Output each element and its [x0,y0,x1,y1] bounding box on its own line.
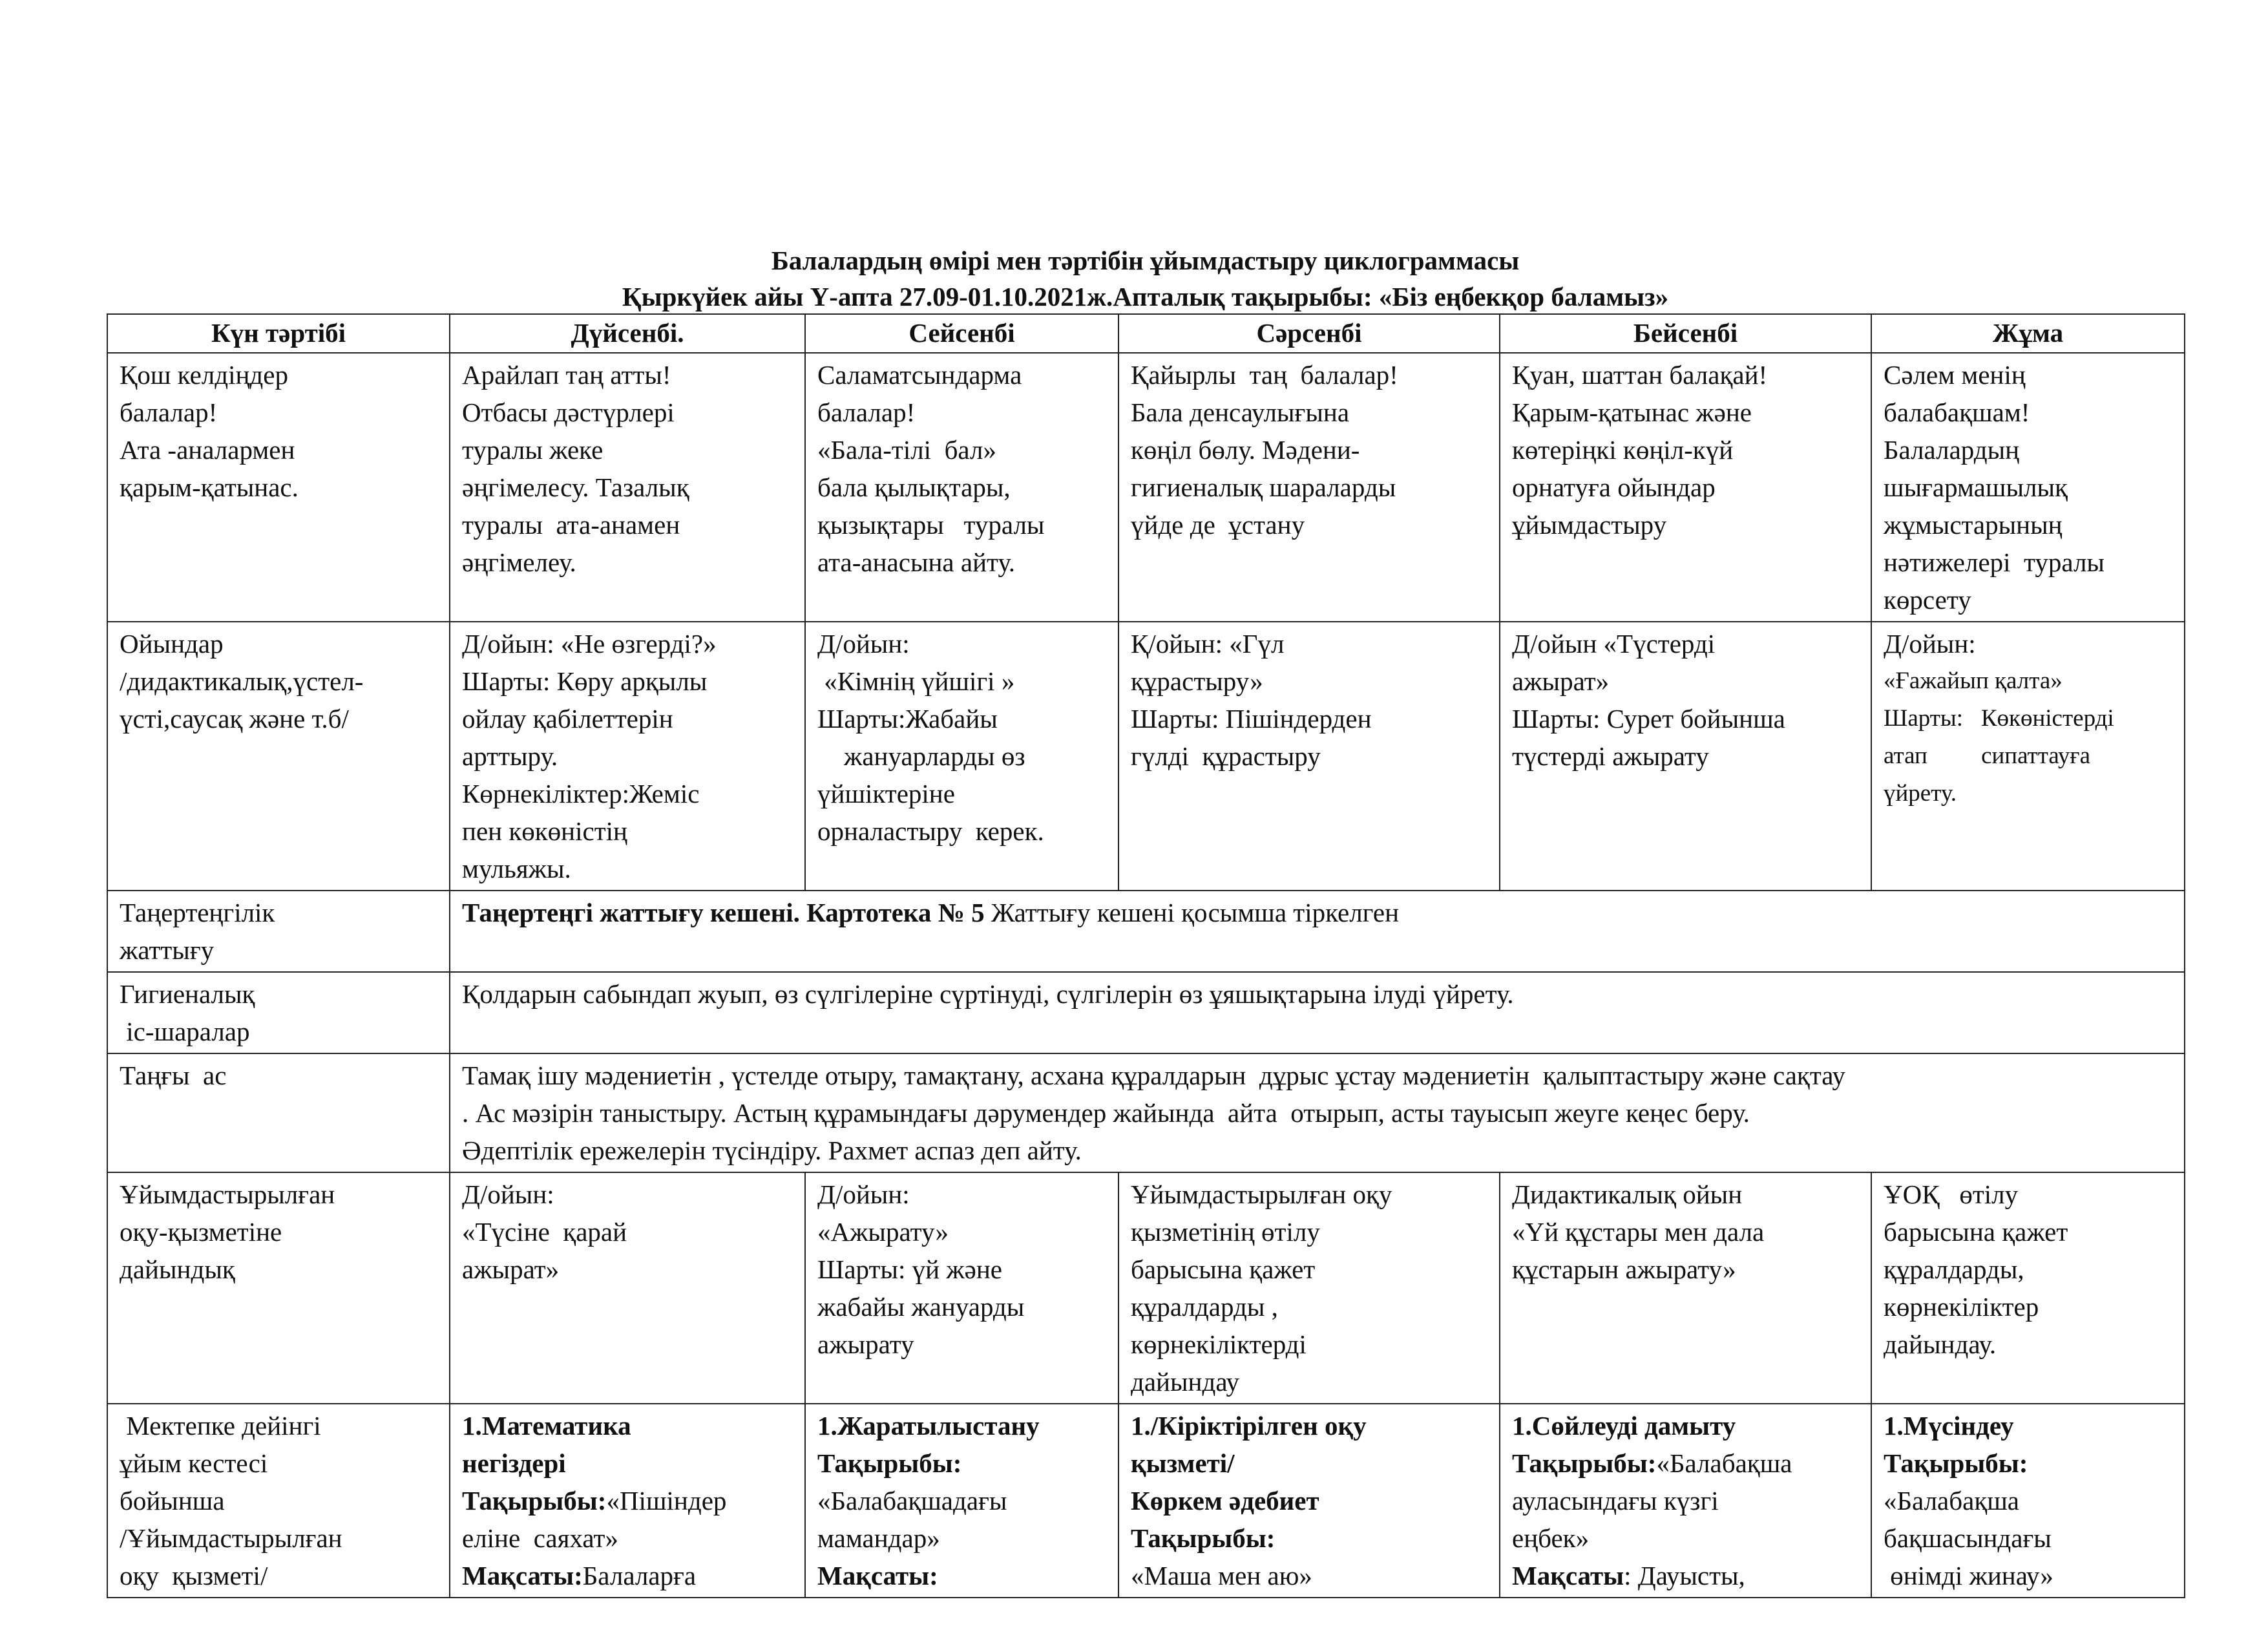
cell-line: Шарты: Сурет бойынша [1512,704,1785,734]
cell-line: құрастыру» [1131,666,1263,696]
cell-line: көрсету [1884,585,1971,615]
cell-games-thursday [1500,622,1871,891]
table-row-hygiene [107,972,2185,1053]
cell-line: ұйымдастыру [1512,510,1667,540]
cell-line: үйде де ұстану [1131,510,1305,540]
cell-line: Д/ойын «Түстерді [1512,629,1716,659]
cell-line: ажырату [817,1329,914,1359]
cell-line: Тамақ ішу мәдениетін , үстелде отыру, тамақтану, асхана құралдарын дұрыс ұстау мәдениетін қалыптастыру және сақтау [462,1061,1845,1090]
cell-activity-friday [1871,1404,2185,1598]
cell-line: Шарты: Пішіндерден [1131,704,1372,734]
cell-line: Д/ойын: [817,629,910,659]
cell-line: . Ас мәзірін таныстыру. Астың құрамындағы дәрумендер жайында айта отырып, асты тауысып жеуге кеңес беру. [462,1098,1750,1128]
cell-line: шығармашылық [1884,472,2068,502]
row-label-games [107,622,450,891]
topic-text: бақшасындағы [1884,1523,2052,1553]
row-label-organized-activity [107,1404,450,1598]
cell-line: Таңғы ас [120,1061,227,1090]
cell-line: жаттығу [120,935,215,965]
cell-line: ажырат» [462,1254,560,1284]
subject-name: Көркем әдебиет [1131,1486,1319,1516]
cell-line: /Ұйымдастырылған [120,1523,342,1553]
cell-greeting-thursday [1500,353,1871,622]
row-label-breakfast [107,1053,450,1172]
cell-games-wednesday [1118,622,1500,891]
cell-morning-exercise [450,891,2185,972]
topic-label: Тақырыбы: [462,1486,607,1516]
cell-line: Ұйымдастырылған оқу [1131,1179,1392,1209]
cell-line: Қуан, шаттан балақай! [1512,360,1768,390]
row-label-preparation [107,1172,450,1404]
topic-label: Тақырыбы: [1131,1523,1276,1553]
cell-line: /дидактикалық,үстел- [120,666,364,696]
header-tuesday: Сейсенбі [805,314,1118,353]
cell-line: Шарты: Көкөністерді [1884,705,2114,732]
cell-activity-monday [450,1404,805,1598]
cell-line: үйрету. [1884,780,1957,807]
cell-line: әңгімелесу. Тазалық [462,472,689,502]
header-thursday: Бейсенбі [1500,314,1871,353]
cell-games-friday [1871,622,2185,891]
subject-name: 1.Жаратылыстану [817,1411,1040,1441]
cell-line: балабақшам! [1884,397,2030,427]
cell-line: құстарын ажырату» [1512,1254,1736,1284]
cell-line: туралы ата-анамен [462,510,680,540]
goal-label: Мақсаты [1512,1561,1624,1590]
exercise-complex-note: Жаттығу кешені қосымша тіркелген [984,898,1400,927]
cell-line: Балалардың [1884,435,2020,465]
cell-line: қызықтары туралы [817,510,1045,540]
cell-line: Ата -аналармен [120,435,295,465]
cell-line: Мектепке дейінгі [120,1411,321,1441]
cell-line: бала қылықтары, [817,472,1011,502]
cell-line: барысына қажет [1884,1217,2068,1247]
cell-preparation-monday [450,1172,805,1404]
topic-text: еліне саяхат» [462,1523,618,1553]
cell-line: «Ажырату» [817,1217,949,1247]
topic-text: «Балабақшадағы [817,1486,1007,1516]
cell-line: Қ/ойын: «Гүл [1131,629,1285,659]
cell-line: дайындық [120,1254,235,1284]
cell-preparation-friday [1871,1172,2185,1404]
cell-activity-wednesday [1118,1404,1500,1598]
cell-activity-thursday [1500,1404,1871,1598]
cell-line: Дидактикалық ойын [1512,1179,1743,1209]
cell-line: Қайырлы таң балалар! [1131,360,1398,390]
cell-line: «Ғажайып қалта» [1884,668,2063,694]
cell-line: жұмыстарының [1884,510,2063,540]
subject-name: 1./Кіріктірілген оқу [1131,1411,1367,1441]
topic-text: «Балабақша [1884,1486,2020,1516]
cell-line: арттыру. [462,741,558,771]
hygiene-text: Қолдарын сабындап жуып, өз сүлгілеріне сүртінуді, сүлгілерін өз ұяшықтарына ілуді үйрету. [462,979,1514,1009]
goal-label: Мақсаты: [817,1561,938,1590]
cell-line: Әдептілік ережелерін түсіндіру. Рахмет аспаз деп айту. [462,1136,1082,1165]
cell-line: жануарларды өз [817,741,1025,771]
header-monday: Дүйсенбі. [450,314,805,353]
header-schedule: Күн тәртібі [107,314,450,353]
cell-line: Д/ойын: [462,1179,554,1209]
topic-text: «Пішіндер [606,1486,727,1516]
cell-line: Бала денсаулығына [1131,397,1350,427]
cell-line: оқу қызметі/ [120,1561,268,1590]
title-line-1: Балалардың өмірі мен тәртібін ұйымдастыру циклограммасы [771,246,1520,275]
cell-line: Саламатсындарма [817,360,1022,390]
cell-hygiene [450,972,2185,1053]
cell-greeting-monday [450,353,805,622]
cell-line: көтеріңкі көңіл-күй [1512,435,1734,465]
cell-line: Қош келдіңдер [120,360,288,390]
cell-preparation-tuesday [805,1172,1118,1404]
cell-greeting-wednesday [1118,353,1500,622]
subject-name: 1.Математика [462,1411,631,1441]
cell-line: құралдарды, [1884,1254,2024,1284]
cell-line: үйшіктеріне [817,779,955,808]
cell-greeting-tuesday [805,353,1118,622]
cell-line: іс-шаралар [120,1017,250,1046]
cell-line: дайындау. [1884,1329,1997,1359]
cell-line: ұйым кестесі [120,1448,268,1478]
cell-line: Д/ойын: «Не өзгерді?» [462,629,717,659]
row-label-greeting [107,353,450,622]
cell-line: бойынша [120,1486,225,1516]
header-row [107,314,2185,353]
cell-games-monday [450,622,805,891]
table-row-games [107,622,2185,891]
cell-line: дайындау [1131,1367,1239,1397]
goal-text: Балаларға [582,1561,697,1590]
subject-name: 1.Сөйлеуді дамыту [1512,1411,1736,1441]
topic-label: Тақырыбы: [1512,1448,1657,1478]
cell-line: үсті,саусақ және т.б/ [120,704,349,734]
cell-line: Д/ойын: [817,1179,910,1209]
topic-label: Тақырыбы: [1884,1448,2028,1478]
cell-line: құралдарды , [1131,1292,1278,1322]
cell-line: барысына қажет [1131,1254,1316,1284]
cell-line: түстерді ажырату [1512,741,1709,771]
exercise-complex-title: Таңертеңгі жаттығу кешені. Картотека № 5 [462,898,985,927]
cell-line: туралы жеке [462,435,604,465]
cell-line: жабайы жануарды [817,1292,1025,1322]
cell-line: мульяжы. [462,854,571,883]
document-title [107,242,2184,315]
cell-line: көрнекіліктер [1884,1292,2039,1322]
goal-text: : Дауысты, [1624,1561,1745,1590]
topic-text: еңбек» [1512,1523,1590,1553]
row-label-morning-exercise [107,891,450,972]
row-label-hygiene [107,972,450,1053]
cell-line: әңгімелеу. [462,547,576,577]
cyclogram-table [107,313,2185,1598]
cell-line: Ұйымдастырылған [120,1179,335,1209]
cell-line: «Кімнің үйшігі » [817,666,1015,696]
cell-preparation-thursday [1500,1172,1871,1404]
cell-line: оқу-қызметіне [120,1217,282,1247]
cell-line: пен көкөністің [462,816,627,846]
cell-line: Арайлап таң атты! [462,360,671,390]
table-row-breakfast [107,1053,2185,1172]
header-friday: Жұма [1871,314,2185,353]
cell-line: атап сипаттауға [1884,743,2090,769]
cell-line: «Үй құстары мен дала [1512,1217,1765,1247]
cell-preparation-wednesday [1118,1172,1500,1404]
cell-line: ажырат» [1512,666,1610,696]
topic-text: өнімді жинау» [1884,1561,2053,1590]
cell-greeting-friday [1871,353,2185,622]
cell-line: Гигиеналық [120,979,255,1009]
cell-line: Шарты: үй және [817,1254,1002,1284]
cell-line: ата-анасына айту. [817,547,1016,577]
cell-line: көрнекіліктерді [1131,1329,1307,1359]
cell-activity-tuesday [805,1404,1118,1598]
cell-line: қызметінің өтілу [1131,1217,1320,1247]
cell-line: гүлді құрастыру [1131,741,1321,771]
title-line-2: Қыркүйек айы Ү-апта 27.09-01.10.2021ж.Апталық тақырыбы: «Біз еңбекқор баламыз» [622,282,1669,312]
topic-text: «Маша мен аю» [1131,1561,1312,1590]
table-row-organized-activity [107,1404,2185,1598]
subject-name: 1.Мүсіндеу [1884,1411,2014,1441]
cell-line: «Бала-тілі бал» [817,435,996,465]
cell-line: орналастыру керек. [817,816,1044,846]
cell-line: орнатуға ойындар [1512,472,1716,502]
goal-label: Мақсаты: [462,1561,583,1590]
table-row-preparation [107,1172,2185,1404]
topic-text: ауласындағы күзгі [1512,1486,1719,1516]
table-row-morning-exercise [107,891,2185,972]
cell-line: Д/ойын: [1884,629,1976,659]
topic-text: мамандар» [817,1523,940,1553]
cell-line: Таңертеңгілік [120,898,275,927]
cell-breakfast [450,1053,2185,1172]
cell-line: Шарты: Көру арқылы [462,666,708,696]
subject-name: негіздері [462,1448,566,1478]
cell-games-tuesday [805,622,1118,891]
cell-line: ҰОҚ өтілу [1884,1179,2019,1209]
cell-line: Көрнекіліктер:Жеміс [462,779,700,808]
topic-text: «Балабақша [1656,1448,1792,1478]
cell-line: Қарым-қатынас және [1512,397,1752,427]
subject-name: қызметі/ [1131,1448,1235,1478]
cell-line: Сәлем менің [1884,360,2026,390]
cell-line: қарым-қатынас. [120,472,299,502]
cell-line: ойлау қабілеттерін [462,704,673,734]
cell-line: Отбасы дәстүрлері [462,397,675,427]
cell-line: гигиеналық шараларды [1131,472,1396,502]
header-wednesday: Сәрсенбі [1118,314,1500,353]
cell-line: көңіл бөлу. Мәдени- [1131,435,1360,465]
topic-label: Тақырыбы: [817,1448,962,1478]
cell-line: Шарты:Жабайы [817,704,998,734]
cell-line: балалар! [120,397,218,427]
cell-line: Ойындар [120,629,224,659]
cell-line: «Түсіне қарай [462,1217,627,1247]
cell-line: нәтижелері туралы [1884,547,2105,577]
table-row-greeting [107,353,2185,622]
cell-line: балалар! [817,397,916,427]
